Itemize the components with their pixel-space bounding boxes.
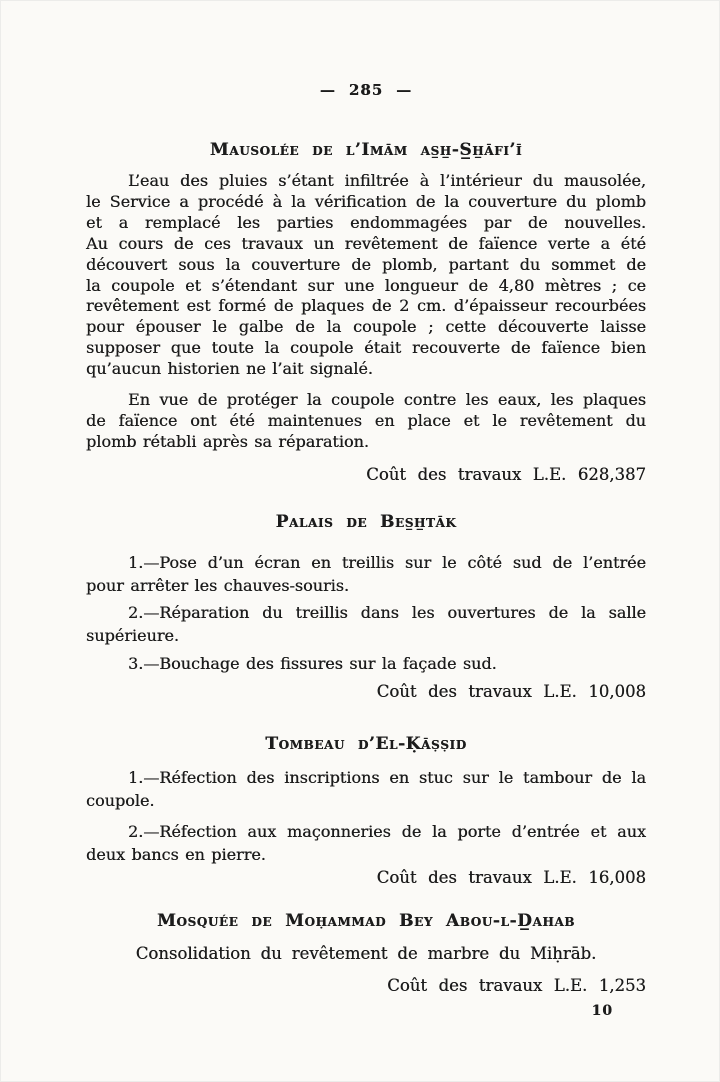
- text-line: le Service a procédé à la vérification de la couverture du plomb: [86, 191, 646, 211]
- paragraph: Consolidation du revêtement de marbre du Miḥrāb.: [135, 944, 597, 963]
- section-heading-mausolee: Mausolée de l’Imām as̲h̲-S̲h̲āfi’ī: [209, 140, 523, 160]
- text-line: En vue de protéger la coupole contre les eaux, les plaques: [128, 390, 646, 409]
- text-line: deux bancs en pierre.: [86, 844, 266, 864]
- page-number: — 285 —: [319, 81, 413, 99]
- text-line: et a remplacé les parties endommagées par de nouvelles.: [86, 212, 646, 232]
- cost-line: Coût des travaux L.E. 10,008: [376, 682, 646, 701]
- numbered-item: [86, 821, 646, 866]
- text-line: de faïence ont été maintenues en place et le revêtement du: [86, 410, 646, 430]
- section-heading-mosquee: Mosquée de Moḥammad Bey Abou-l-D̲ahab: [157, 911, 575, 931]
- cost-line: Coût des travaux L.E. 628,387: [366, 465, 646, 484]
- text-line: 2.—Réfection aux maçonneries de la porte d’entrée et aux: [128, 822, 646, 841]
- text-line: plomb rétabli après sa réparation.: [86, 431, 369, 451]
- section-heading-tombeau: Tombeau d’El-Ḳāṣṣid: [265, 734, 467, 754]
- text-line: 3.—Bouchage des fissures sur la façade sud.: [128, 654, 497, 673]
- text-line: 2.—Réparation du treillis dans les ouvertures de la salle: [128, 603, 646, 622]
- text-line: supérieure.: [86, 625, 179, 645]
- text-line: 1.—Pose d’un écran en treillis sur le côté sud de l’entrée: [128, 553, 646, 572]
- cost-line: Coût des travaux L.E. 1,253: [387, 976, 646, 995]
- paragraph: [86, 171, 646, 380]
- text-line: L’eau des pluies s’étant infiltrée à l’intérieur du mausolée,: [128, 171, 646, 190]
- signature-number: 10: [591, 1003, 613, 1019]
- numbered-item: [86, 602, 646, 647]
- text-line: coupole.: [86, 790, 155, 810]
- text-line: pour arrêter les chauves-souris.: [86, 575, 350, 595]
- paragraph: [86, 390, 646, 453]
- numbered-item: [86, 767, 646, 812]
- text-line: Au cours de ces travaux un revêtement de faïence verte a été: [86, 233, 646, 253]
- numbered-item: [86, 653, 646, 676]
- numbered-item: [86, 552, 646, 597]
- cost-line: Coût des travaux L.E. 16,008: [376, 868, 646, 887]
- text-line: revêtement est formé de plaques de 2 cm. d’épaisseur recourbées: [86, 296, 646, 316]
- text-line: qu’aucun historien ne l’ait signalé.: [86, 359, 373, 379]
- section-heading-palais: Palais de Bes̲h̲tāk: [275, 512, 457, 532]
- text-line: 1.—Réfection des inscriptions en stuc sur le tambour de la: [128, 768, 646, 787]
- text-line: la coupole et s’étendant sur une longueur de 4,80 mètres ; ce: [86, 275, 646, 295]
- text-line: supposer que toute la coupole était recouverte de faïence bien: [86, 338, 646, 358]
- text-line: pour épouser le galbe de la coupole ; cette découverte laisse: [86, 317, 646, 337]
- text-line: découvert sous la couverture de plomb, partant du sommet de: [86, 254, 646, 274]
